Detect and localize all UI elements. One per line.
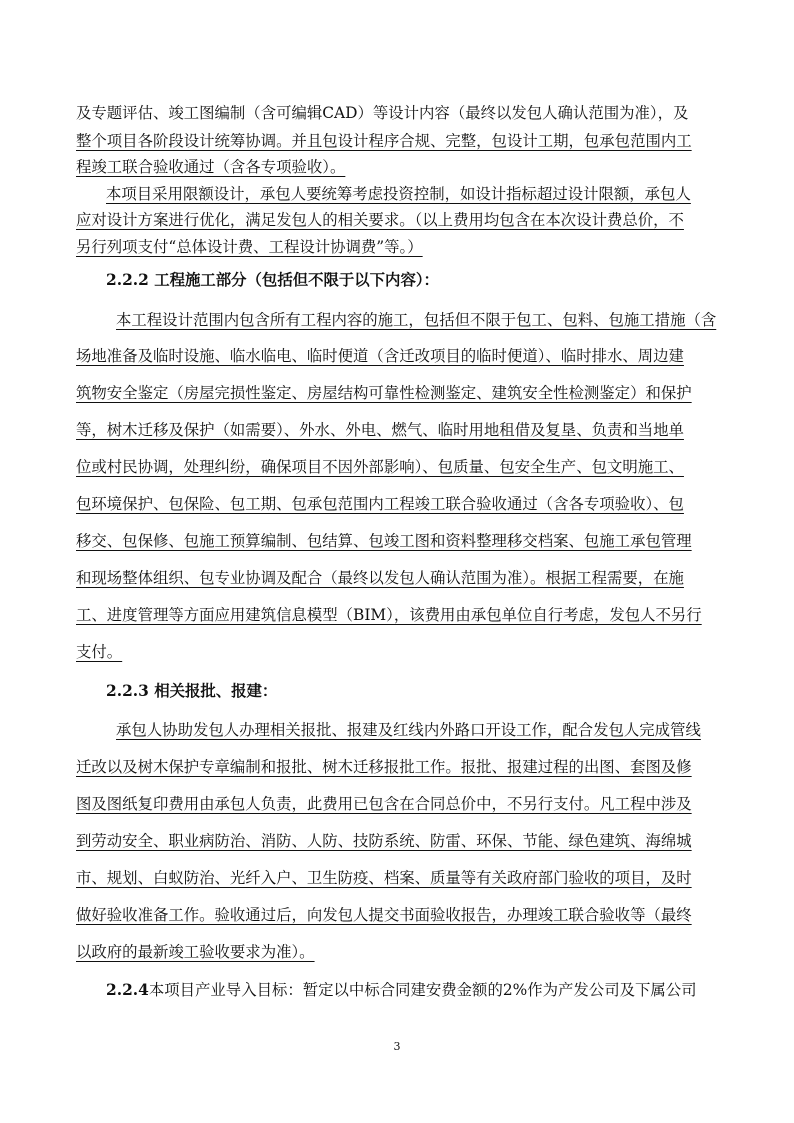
paragraph-4-line-7: 以政府的最新竣工验收要求为准）。: [76, 943, 315, 961]
section-heading-2-2-3: 2.2.3 相关报批、报建：: [106, 682, 278, 700]
paragraph-1-line-3: 程竣工联合验收通过（含各专项验收）。: [76, 158, 346, 176]
section-2-2-4-line: [106, 980, 697, 1000]
section-2-2-4-text: 本项目产业导入目标：暂定以中标合同建安费金额的2%作为产发公司及下属公司: [148, 981, 697, 999]
paragraph-4-line-5: 市、规划、白蚁防治、光纤入户、卫生防疫、档案、质量等有关政府部门验收的项目，及时: [76, 869, 692, 887]
paragraph-1-line-2: 整个项目各阶段设计统筹协调。并且包设计程序合规、完整，包设计工期，包承包范围内工: [76, 132, 692, 150]
paragraph-3-line-5: 位或村民协调，处理纠纷，确保项目不因外部影响）、包质量、包安全生产、包文明施工、: [76, 458, 684, 476]
paragraph-4-line-6: 做好验收准备工作。验收通过后，向发包人提交书面验收报告，办理竣工联合验收等（最终: [76, 906, 692, 924]
paragraph-3-line-10: 支付。: [76, 643, 123, 661]
paragraph-3-line-8: 和现场整体组织、包专业协调及配合（最终以发包人确认范围为准）。根据工程需要，在施: [76, 569, 684, 587]
paragraph-3-line-7: 移交、包保修、包施工预算编制、包结算、包竣工图和资料整理移交档案、包施工承包管理: [76, 532, 692, 550]
paragraph-3-line-1: 本工程设计范围内包含所有工程内容的施工，包括但不限于包工、包料、包施工措施（含: [116, 311, 717, 329]
paragraph-2-line-3: 另行列项支付“总体设计费、工程设计协调费”等。）: [76, 238, 423, 256]
paragraph-3-line-6: 包环境保护、包保险、包工期、包承包范围内工程竣工联合验收通过（含各专项验收）、包: [76, 495, 684, 513]
paragraph-4-line-1: 承包人协助发包人办理相关报批、报建及红线内外路口开设工作，配合发包人完成管线: [116, 721, 701, 739]
paragraph-4-line-2: 迁改以及树木保护专章编制和报批、树木迁移报批工作。报批、报建过程的出图、套图及修: [76, 758, 692, 776]
paragraph-3-line-3: 筑物安全鉴定（房屋完损性鉴定、房屋结构可靠性检测鉴定、建筑安全性检测鉴定）和保护: [76, 384, 692, 402]
paragraph-4-line-4: 到劳动安全、职业病防治、消防、人防、技防系统、防雷、环保、节能、绿色建筑、海绵城: [76, 832, 692, 850]
paragraph-4-line-3: 图及图纸复印费用由承包人负责，此费用已包含在合同总价中，不另行支付。凡工程中涉及: [76, 795, 692, 813]
paragraph-2-line-2: 应对设计方案进行优化，满足发包人的相关要求。（以上费用均包含在本次设计费总价，不: [76, 211, 684, 229]
paragraph-3-line-2: 场地准备及临时设施、临水临电、临时便道（含迁改项目的临时便道）、临时排水、周边建: [76, 347, 684, 365]
paragraph-3-line-4: 等，树木迁移及保护（如需要）、外水、外电、燃气、临时用地租借及复垦、负责和当地单: [76, 421, 684, 439]
section-heading-2-2-2: 2.2.2 工程施工部分（包括但不限于以下内容）：: [106, 271, 439, 289]
page-number: 3: [393, 1040, 401, 1053]
paragraph-2-line-1: 本项目采用限额设计，承包人要统筹考虑投资控制，如设计指标超过设计限额，承包人: [106, 185, 691, 203]
section-number-2-2-4: 2.2.4: [106, 981, 149, 999]
paragraph-1-line-1: 及专题评估、竣工图编制（含可编辑CAD）等设计内容（最终以发包人确认范围为准），及: [76, 104, 689, 122]
paragraph-3-line-9: 工、进度管理等方面应用建筑信息模型（BIM），该费用由承包单位自行考虑，发包人不另行: [76, 606, 702, 624]
